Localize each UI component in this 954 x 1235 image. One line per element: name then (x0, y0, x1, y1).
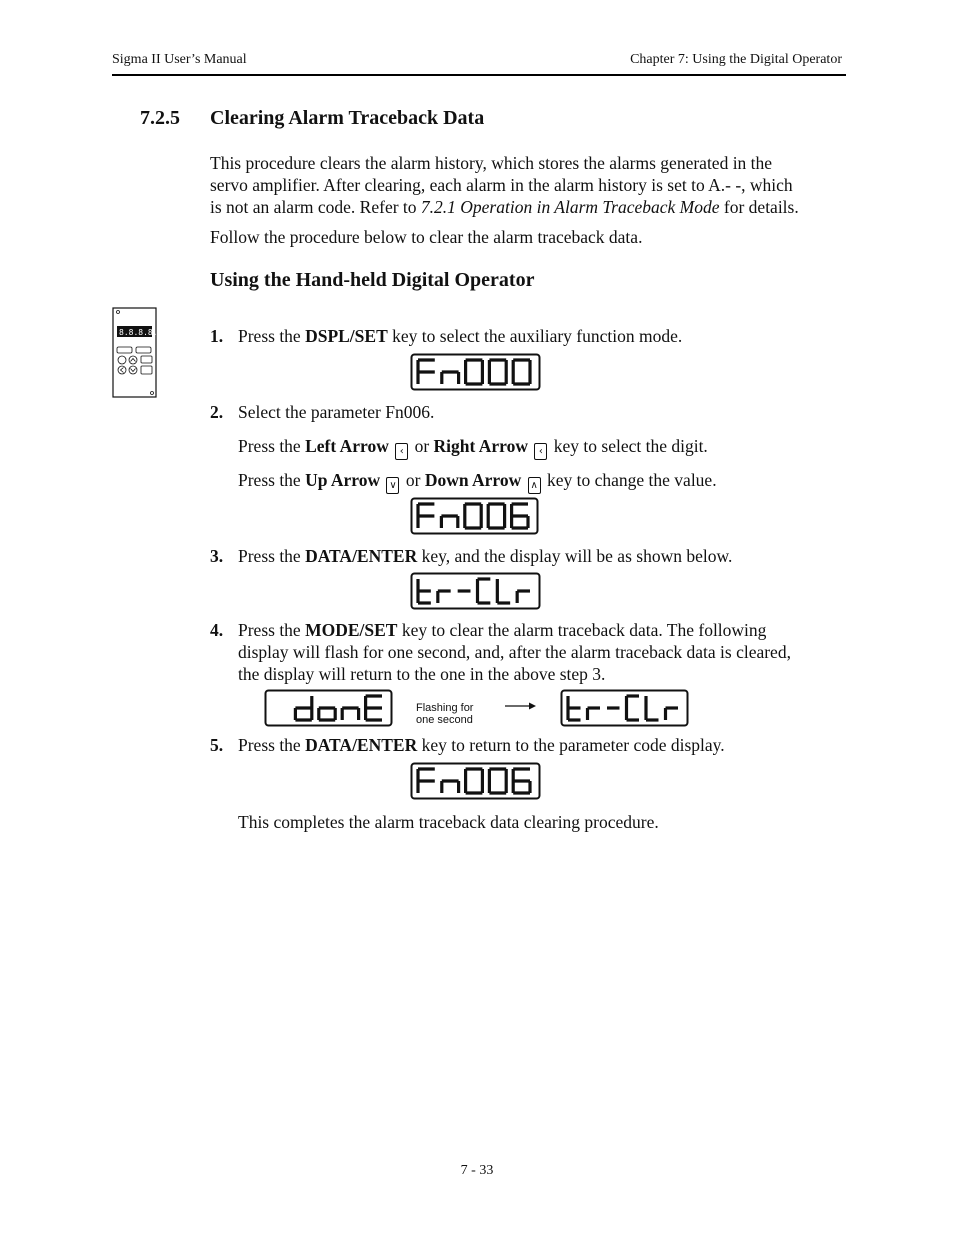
svg-text:8.8.8.8.8: 8.8.8.8.8 (119, 328, 163, 337)
intro-line-3-pre: is not an alarm code. Refer to (210, 197, 421, 217)
step-2-number: 2. (210, 402, 224, 422)
cross-reference-link[interactable]: 7.2.1 Operation in Alarm Traceback Mode (420, 197, 720, 217)
dspl-set-key: DSPL/SET (305, 326, 388, 346)
intro-line-1: This procedure clears the alarm history, which stores the alarms generated in the (210, 153, 773, 173)
line2-post: key to select the digit. (549, 436, 708, 456)
step-5 (210, 734, 850, 756)
subsection-heading: Using the Hand-held Digital Operator (210, 269, 535, 291)
data-enter-key: DATA/ENTER (305, 546, 418, 566)
step-3-pre: Press the (238, 546, 306, 566)
intro-line-2: servo amplifier. After clearing, each alarm in the alarm history is set to A.- -, which (210, 175, 793, 195)
data-enter-key-2: DATA/ENTER (305, 735, 418, 755)
hand-held-operator-icon (112, 307, 163, 399)
line3-mid: or (401, 470, 425, 490)
display-done (264, 689, 393, 732)
step-2 (210, 401, 850, 423)
step-5-post: key to return to the parameter code display. (417, 735, 725, 755)
down-arrow-label: Down Arrow (424, 470, 522, 490)
display-fn000 (410, 353, 541, 396)
display-fn006-final (410, 762, 541, 805)
display-fn006 (410, 497, 539, 540)
step-3-number: 3. (210, 546, 224, 566)
running-header-right: Chapter 7: Using the Digital Operator (630, 52, 842, 67)
step-5-number: 5. (210, 735, 224, 755)
section-title: Clearing Alarm Traceback Data (210, 107, 485, 129)
right-arrow-label: Right Arrow (433, 436, 528, 456)
page-number: 7 - 33 (460, 1163, 494, 1178)
step-2-line-2 (238, 435, 708, 460)
line3-post: key to change the value. (542, 470, 717, 490)
section-number: 7.2.5 (140, 107, 180, 129)
intro-paragraph (210, 152, 850, 218)
caption-line-1: Flashing for (416, 702, 474, 714)
step-4-pre: Press the (238, 620, 306, 640)
line3-pre: Press the (238, 470, 306, 490)
header-rule (112, 74, 846, 76)
step-4-post: key to clear the alarm traceback data. The following (397, 620, 767, 640)
follow-paragraph: Follow the procedure below to clear the alarm traceback data. (210, 227, 643, 247)
section-heading (140, 107, 484, 130)
line2-pre: Press the (238, 436, 306, 456)
intro-line-3 (210, 196, 850, 218)
up-arrow-key-icon: ∨ (386, 477, 399, 494)
right-arrow-key-icon: ‹ (534, 443, 547, 460)
step-2-line-3 (238, 469, 717, 494)
step-1-pre: Press the (238, 326, 306, 346)
caption-line-2: one second (416, 714, 473, 726)
up-arrow-label: Up Arrow (305, 470, 381, 490)
step-1-number: 1. (210, 326, 224, 346)
step-4 (210, 619, 850, 685)
flashing-caption (416, 702, 473, 726)
step-3 (210, 545, 850, 567)
step-5-pre: Press the (238, 735, 306, 755)
display-tr-clr (410, 572, 541, 615)
intro-line-3-post: for details. (719, 197, 799, 217)
step-1-post: key to select the auxiliary function mode. (387, 326, 683, 346)
display-tr-clr-after (560, 689, 689, 732)
step-4-line-2: display will flash for one second, and, after the alarm traceback data is cleared, (238, 642, 791, 662)
step-3-post: key, and the display will be as shown below. (417, 546, 733, 566)
closing-text: This completes the alarm traceback data clearing procedure. (238, 812, 659, 832)
step-1 (210, 325, 850, 347)
mode-set-key: MODE/SET (305, 620, 398, 640)
down-arrow-key-icon: ∧ (528, 477, 541, 494)
right-arrow-icon (504, 700, 538, 712)
step-4-line-3: the display will return to the one in the above step 3. (238, 664, 606, 684)
step-4-number: 4. (210, 620, 224, 640)
line2-mid: or (410, 436, 434, 456)
running-header-left: Sigma II User’s Manual (112, 52, 247, 67)
left-arrow-label: Left Arrow (305, 436, 389, 456)
left-arrow-key-icon: ‹ (395, 443, 408, 460)
step-2-text: Select the parameter Fn006. (238, 402, 435, 422)
